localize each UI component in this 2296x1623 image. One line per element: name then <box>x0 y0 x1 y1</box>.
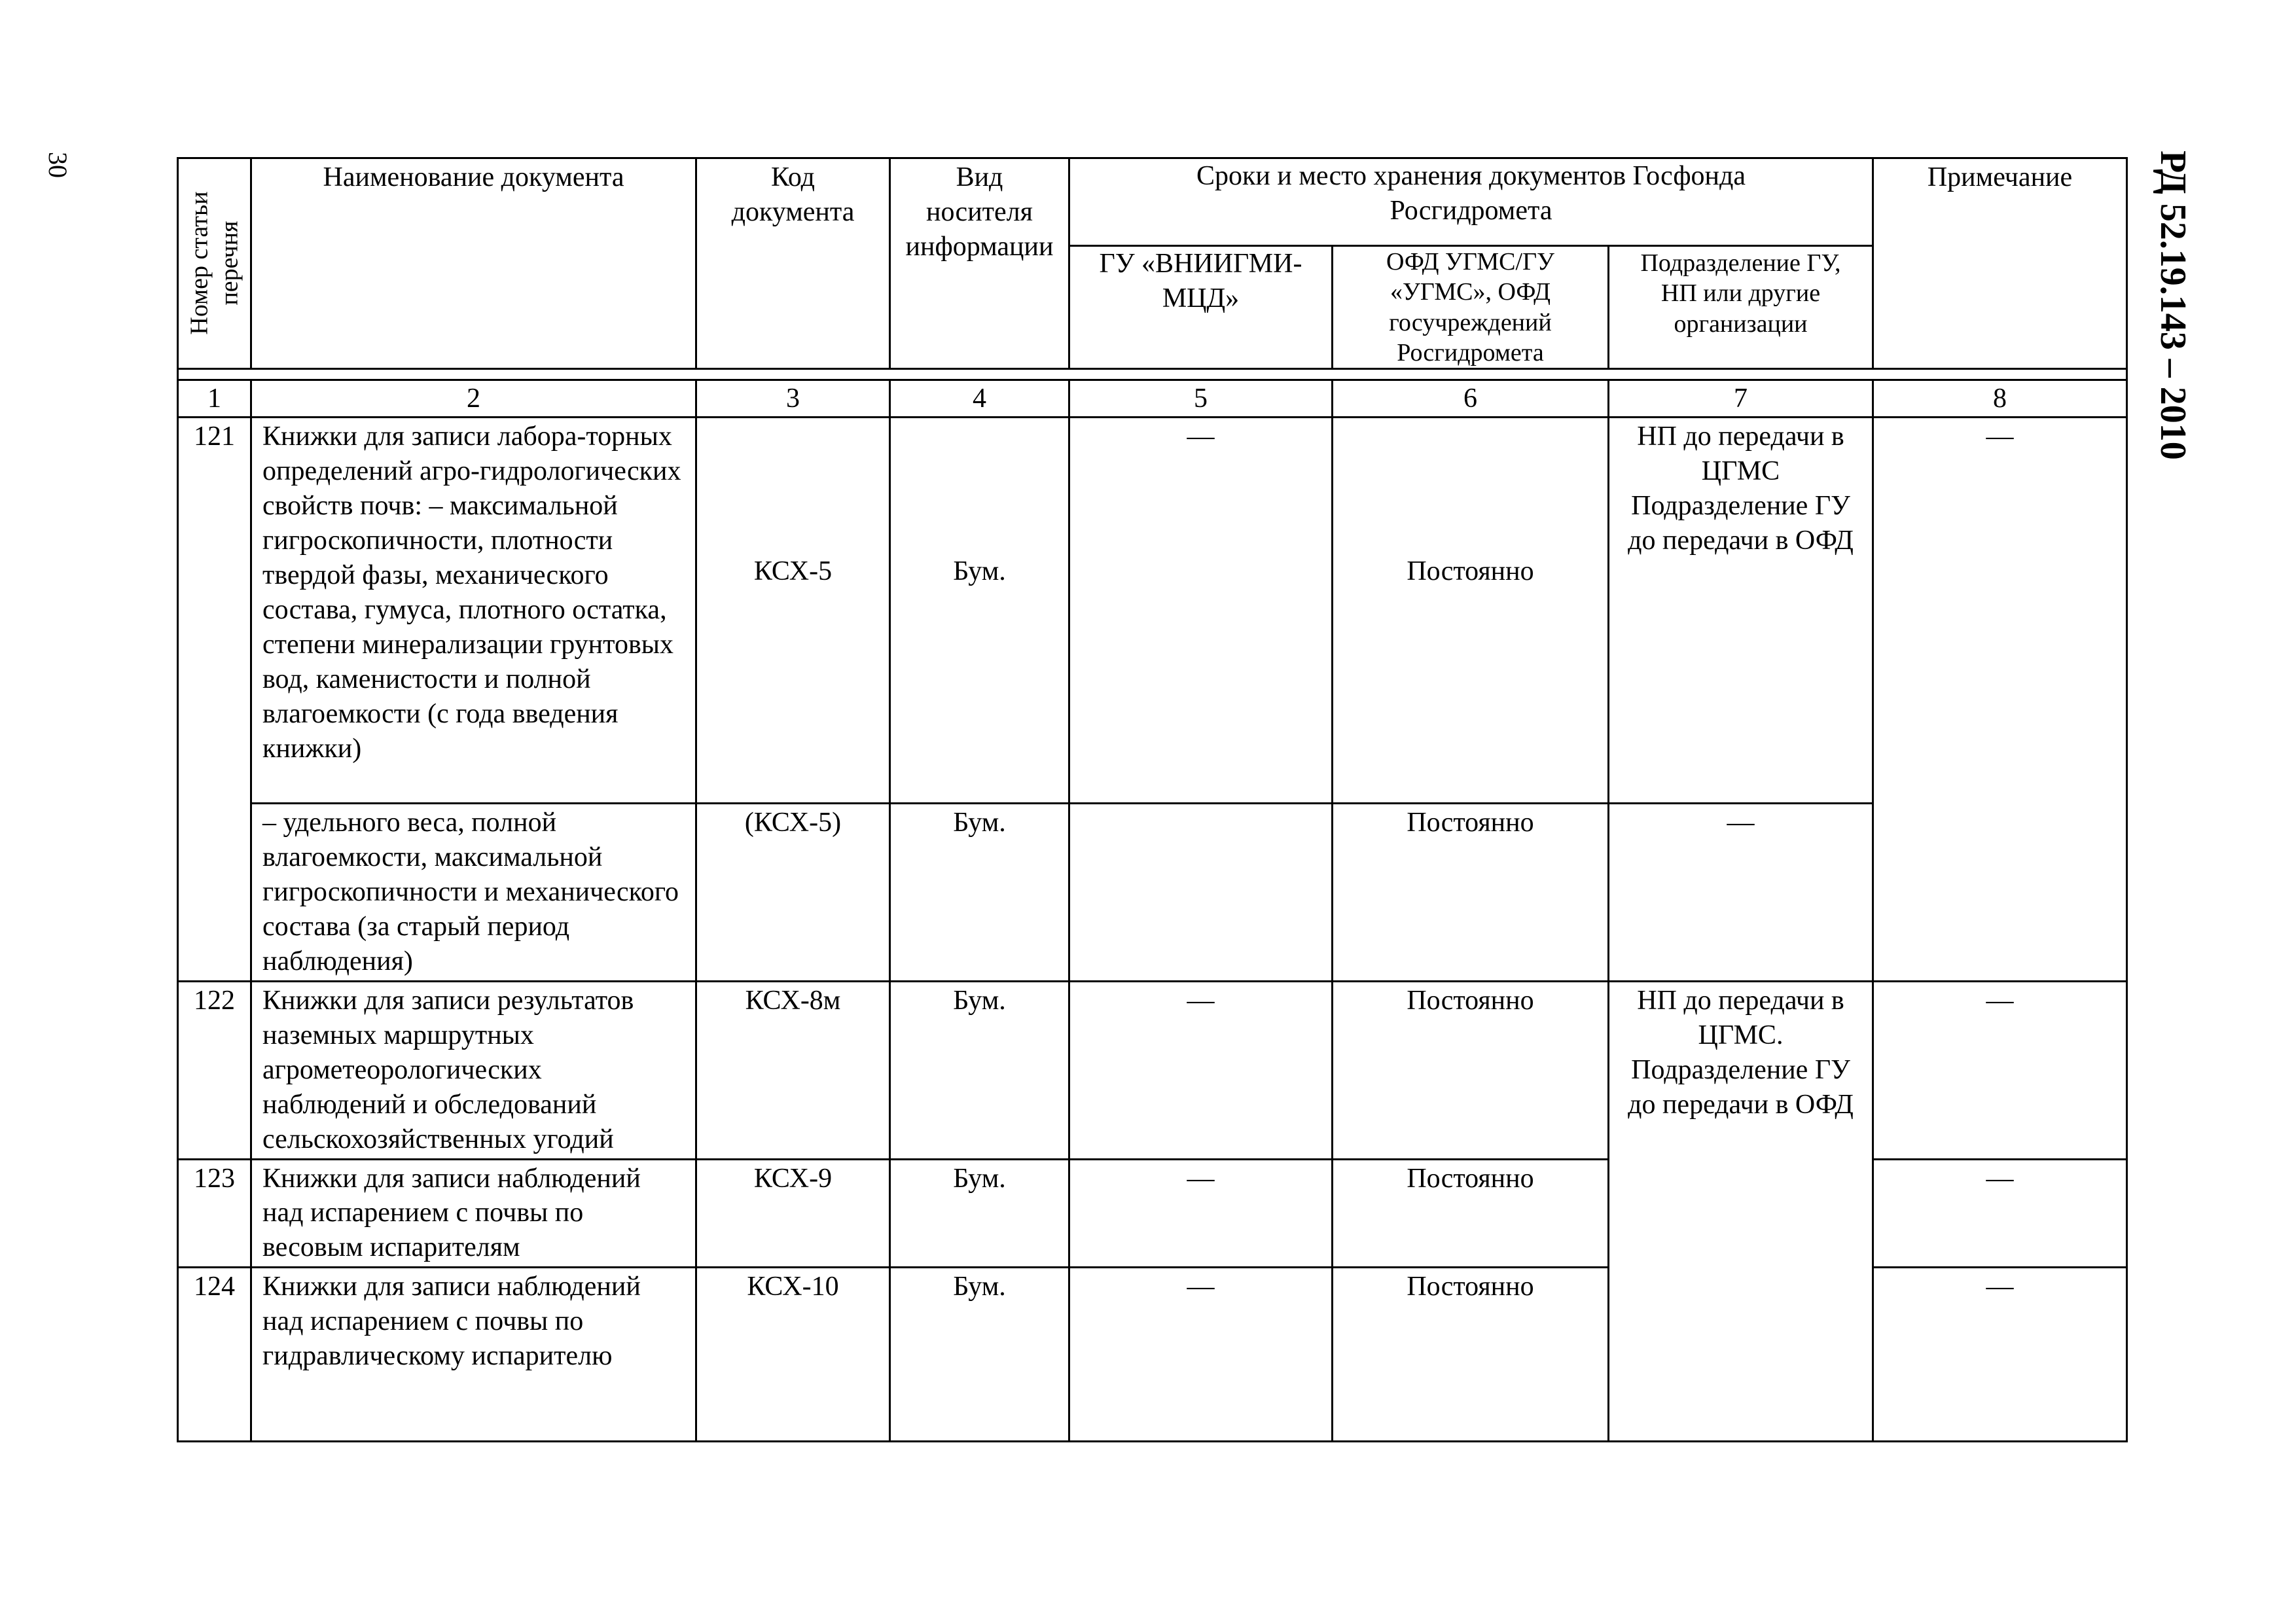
document-register-table <box>177 157 2128 1442</box>
document-name: – удельного веса, полной влагоемкости, максимальной гигроскопичности и механического состава (за старый период наблюдения) <box>251 804 696 982</box>
medium-cell: Бум. <box>890 1159 1069 1268</box>
medium-cell: Бум. <box>890 1268 1069 1442</box>
vniigmi-cell: — <box>1069 418 1333 804</box>
ofd-value: Постоянно <box>1407 556 1534 587</box>
column-number-6: 6 <box>1333 380 1609 418</box>
header-item-number-line2: перечня <box>215 221 243 306</box>
ofd-cell: Постоянно <box>1333 1268 1609 1442</box>
division-cell: НП до передачи в ЦГМС. Подразделение ГУ до передачи в ОФД <box>1609 981 1873 1441</box>
header-document-name: Наименование документа <box>251 158 696 369</box>
column-number-2: 2 <box>251 380 696 418</box>
table-row <box>178 804 2127 982</box>
ofd-cell: Постоянно <box>1333 1159 1609 1268</box>
document-name: Книжки для записи результатов наземных маршрутных агрометеорологических наблюдений и обследований сельскохозяйственных угодий <box>251 981 696 1159</box>
vniigmi-cell: — <box>1069 981 1333 1159</box>
column-number-7: 7 <box>1609 380 1873 418</box>
note-cell: — <box>1873 981 2127 1159</box>
header-division: Подразделение ГУ, НП или другие организации <box>1609 246 1873 369</box>
header-storage-group: Сроки и место хранения документов Госфонда Росгидромета <box>1069 158 1873 246</box>
note-cell: — <box>1873 1268 2127 1442</box>
header-medium-type: Вид носителя информации <box>890 158 1069 369</box>
document-code: РД 52.19.143 – 2010 <box>2153 151 2193 460</box>
note-cell: — <box>1873 418 2127 982</box>
header-ofd: ОФД УГМС/ГУ «УГМС», ОФД госучреждений Росгидромета <box>1333 246 1609 369</box>
medium-cell: Бум. <box>890 981 1069 1159</box>
document-name: Книжки для записи наблюдений над испарением с почвы по весовым испарителям <box>251 1159 696 1268</box>
header-vniigmi: ГУ «ВНИИГМИ-МЦД» <box>1069 246 1333 369</box>
item-number: 124 <box>178 1268 251 1442</box>
vniigmi-cell <box>1069 804 1333 982</box>
ofd-cell: Постоянно <box>1333 804 1609 982</box>
document-name: Книжки для записи лабора-торных определений агро-гидрологических свойств почв: – максимальной гигроскопичности, плотности твердой фазы, механического состава, гумуса, плотного остатка, степени минерализации грунтовых вод, каменистости и полной влагоемкости (с года введения книжки) <box>251 418 696 804</box>
item-number: 121 <box>178 418 251 982</box>
vniigmi-cell: — <box>1069 1159 1333 1268</box>
item-number: 122 <box>178 981 251 1159</box>
document-code-cell: КСХ-10 <box>696 1268 890 1442</box>
column-number-1: 1 <box>178 380 251 418</box>
column-number-3: 3 <box>696 380 890 418</box>
division-cell: — <box>1609 804 1873 982</box>
header-note: Примечание <box>1873 158 2127 369</box>
column-number-5: 5 <box>1069 380 1333 418</box>
document-code-cell: (КСХ-5) <box>696 804 890 982</box>
note-cell: — <box>1873 1159 2127 1268</box>
ofd-cell: Постоянно <box>1333 981 1609 1159</box>
column-number-8: 8 <box>1873 380 2127 418</box>
vniigmi-cell: — <box>1069 1268 1333 1442</box>
page-number: 30 <box>43 152 73 178</box>
document-name: Книжки для записи наблюдений над испарением с почвы по гидравлическому испарителю <box>251 1268 696 1442</box>
document-code-value: КСХ-5 <box>753 556 833 587</box>
medium-cell <box>890 418 1069 804</box>
document-code-cell <box>696 418 890 804</box>
division-cell: НП до передачи в ЦГМС Подразделение ГУ до передачи в ОФД <box>1609 418 1873 804</box>
header-item-number-line1: Номер статьи <box>185 191 213 335</box>
table-row <box>178 981 2127 1159</box>
document-code-cell: КСХ-8м <box>696 981 890 1159</box>
header-item-number <box>178 158 251 369</box>
item-number: 123 <box>178 1159 251 1268</box>
column-number-4: 4 <box>890 380 1069 418</box>
medium-cell: Бум. <box>890 804 1069 982</box>
medium-value: Бум. <box>953 556 1006 587</box>
document-code-cell: КСХ-9 <box>696 1159 890 1268</box>
ofd-cell <box>1333 418 1609 804</box>
header-document-code: Код документа <box>696 158 890 369</box>
table-row <box>178 418 2127 804</box>
